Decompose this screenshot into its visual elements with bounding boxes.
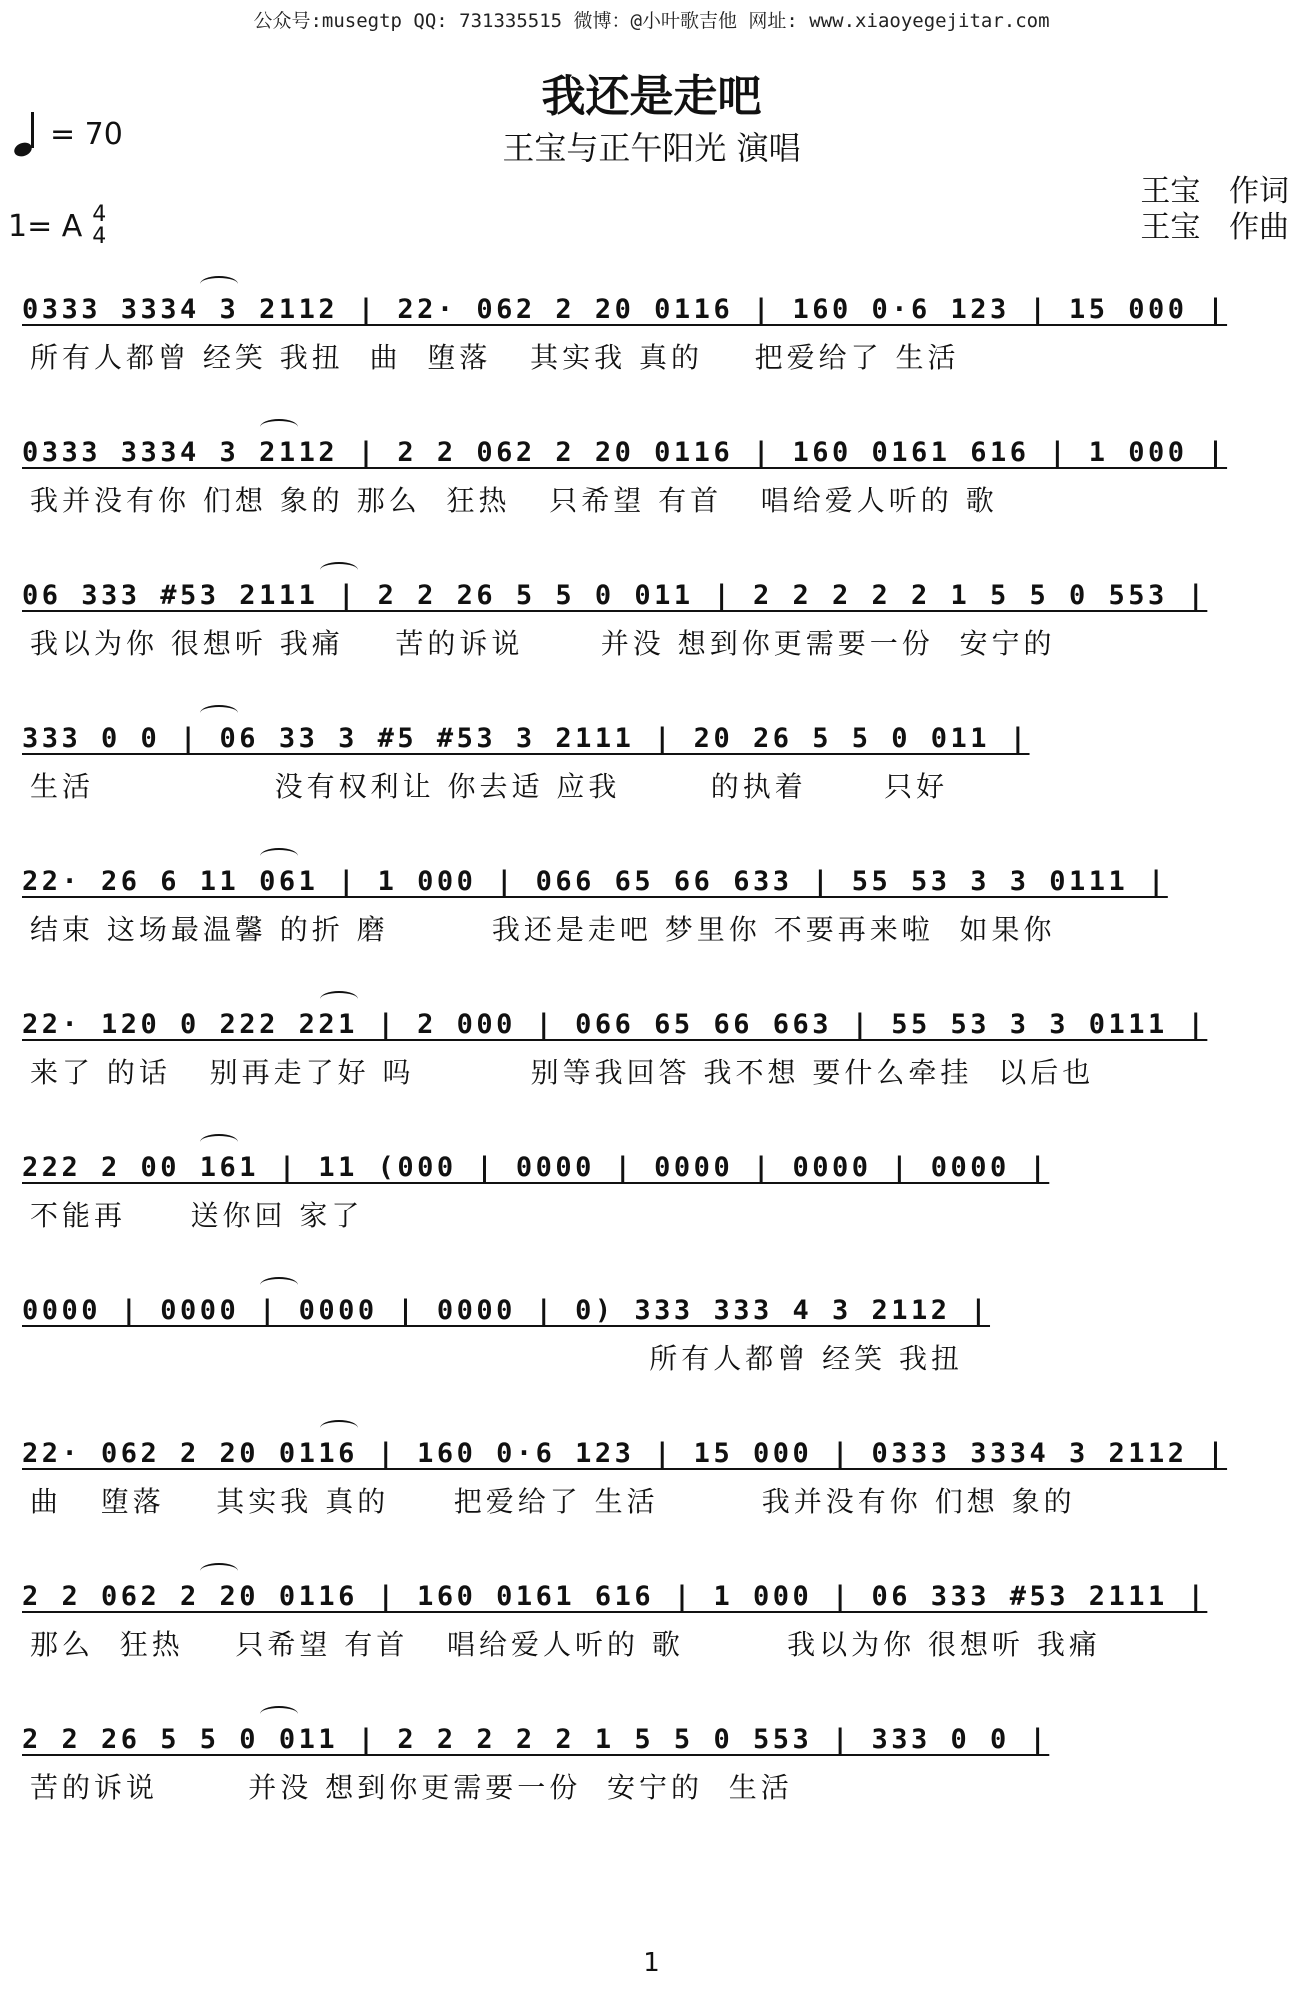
staff-notes: 333 0 0 | 06 33 3 #5 #53 3 2111 | 20 26 5 5 0 011 | <box>22 723 1030 754</box>
quarter-note-icon <box>14 112 36 156</box>
time-signature-top: 4 <box>92 202 107 227</box>
staff-lyrics: 我并没有你 们想 象的 那么 狂热 只希望 有首 唱给爱人听的 歌 <box>30 484 998 517</box>
lyricist-credit: 王宝 作词 <box>1140 174 1289 209</box>
staff-lyrics: 曲 堕落 其实我 真的 把爱给了 生活 我并没有你 们想 象的 <box>30 1485 1076 1518</box>
tempo-value: = 70 <box>50 116 123 152</box>
composer-credit: 王宝 作曲 <box>1140 210 1289 245</box>
staff-lyrics: 结束 这场最温馨 的折 磨 我还是走吧 梦里你 不要再来啦 如果你 <box>30 913 1056 946</box>
staff-lyrics: 生活 没有权利让 你去适 应我 的执着 只好 <box>30 770 949 803</box>
key-signature <box>8 204 106 248</box>
tempo-marking <box>14 112 123 156</box>
staff-lyrics: 所有人都曾 经笑 我扭 曲 堕落 其实我 真的 把爱给了 生活 <box>30 341 960 374</box>
staff-lyrics: 来了 的话 别再走了好 吗 别等我回答 我不想 要什么牵挂 以后也 <box>30 1056 1095 1089</box>
header-contact-line: 公众号:musegtp QQ: 731335515 微博：@小叶歌吉他 网址: www.xiaoyegejitar.com <box>253 10 1050 32</box>
staff-notes: 2 2 26 5 5 0 011 | 2 2 2 2 2 1 5 5 0 553 | 333 0 0 | <box>22 1724 1050 1755</box>
staff-notes: 0333 3334 3 2112 | 2 2 062 2 20 0116 | 160 0161 616 | 1 000 | <box>22 437 1228 468</box>
song-title: 我还是走吧 <box>541 71 762 122</box>
time-signature <box>92 204 106 248</box>
staff-notes: 0333 3334 3 2112 | 22· 062 2 20 0116 | 160 0·6 123 | 15 000 | <box>22 294 1228 325</box>
key-label: 1= A <box>8 208 83 244</box>
staff-lyrics: 苦的诉说 并没 想到你更需要一份 安宁的 生活 <box>30 1771 793 1804</box>
staff-lyrics: 所有人都曾 经笑 我扭 <box>30 1342 964 1375</box>
staff-notes: 0000 | 0000 | 0000 | 0000 | 0) 333 333 4 3 2112 | <box>22 1295 991 1326</box>
staff-notes: 22· 062 2 20 0116 | 160 0·6 123 | 15 000 | 0333 3334 3 2112 | <box>22 1438 1228 1469</box>
staff-lyrics: 那么 狂热 只希望 有首 唱给爱人听的 歌 我以为你 很想听 我痛 <box>30 1628 1101 1661</box>
staff-lyrics: 我以为你 很想听 我痛 苦的诉说 并没 想到你更需要一份 安宁的 <box>30 627 1056 660</box>
staff-notes: 06 333 #53 2111 | 2 2 26 5 5 0 011 | 2 2 2 2 2 1 5 5 0 553 | <box>22 580 1208 611</box>
page-number: 1 <box>643 1948 660 1978</box>
staff-lyrics: 不能再 送你回 家了 <box>30 1199 364 1232</box>
time-signature-bottom: 4 <box>92 224 107 249</box>
credits <box>1140 174 1289 246</box>
staff-notes: 22· 26 6 11 061 | 1 000 | 066 65 66 633 | 55 53 3 3 0111 | <box>22 866 1168 897</box>
staff-notes: 222 2 00 161 | 11 (000 | 0000 | 0000 | 0000 | 0000 | <box>22 1152 1050 1183</box>
staff-notes: 22· 120 0 222 221 | 2 000 | 066 65 66 663 | 55 53 3 3 0111 | <box>22 1009 1208 1040</box>
staff-notes: 2 2 062 2 20 0116 | 160 0161 616 | 1 000 | 06 333 #53 2111 | <box>22 1581 1208 1612</box>
song-performer: 王宝与正午阳光 演唱 <box>502 129 801 167</box>
